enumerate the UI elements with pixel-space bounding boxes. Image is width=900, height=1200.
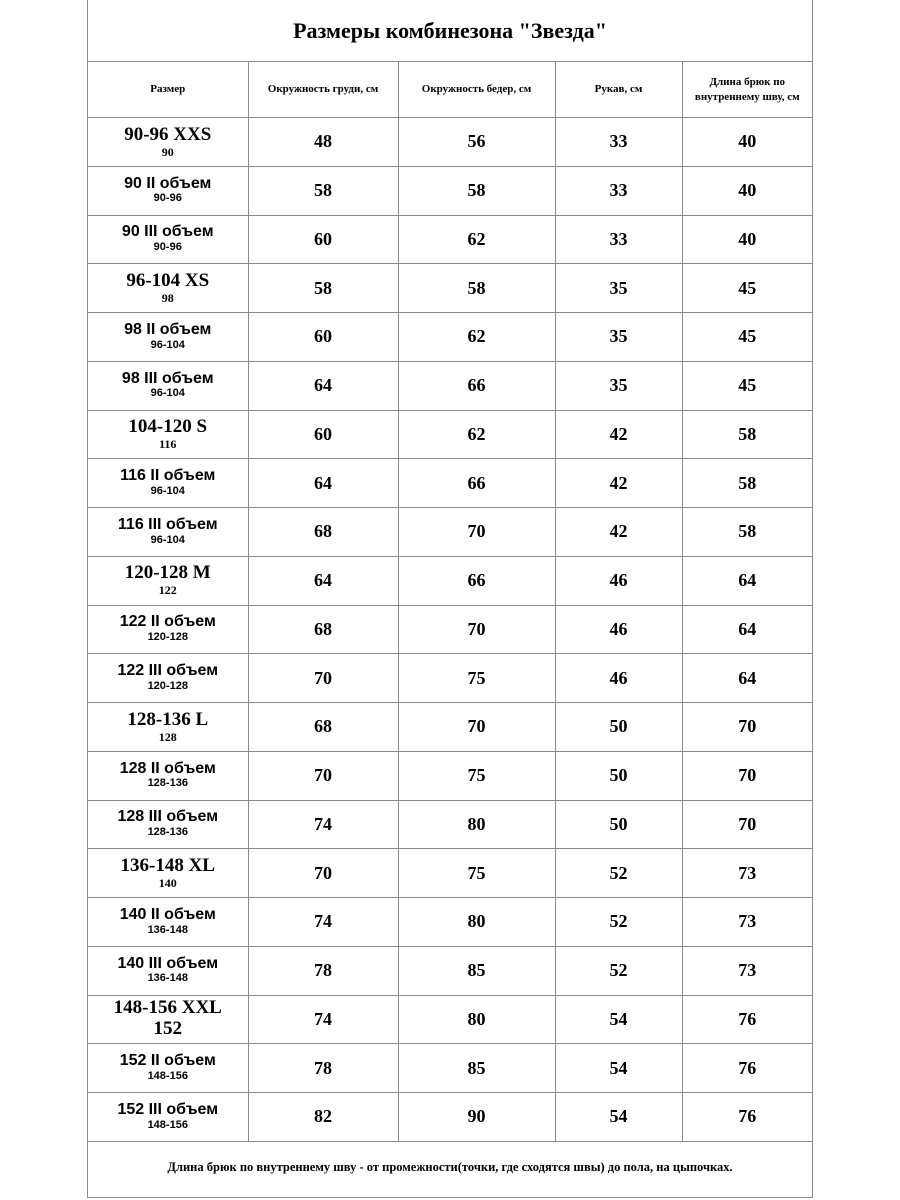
size-cell (88, 995, 248, 1044)
sleeve-value: 54 (555, 1044, 682, 1093)
sleeve-value: 35 (555, 264, 682, 313)
hips-value: 70 (398, 508, 555, 557)
hips-value: 80 (398, 800, 555, 849)
chest-value: 68 (248, 703, 398, 752)
header-size: Размер (88, 62, 248, 118)
sleeve-value: 50 (555, 751, 682, 800)
sleeve-value: 52 (555, 898, 682, 947)
chest-value: 70 (248, 751, 398, 800)
size-label: 140 II объем (119, 905, 216, 923)
chest-value: 64 (248, 361, 398, 410)
hips-value: 62 (398, 215, 555, 264)
size-label: 152 III объем (117, 1100, 219, 1118)
size-height-range: 90 (161, 144, 174, 159)
table-row (88, 361, 812, 410)
size-cell (88, 313, 248, 362)
table-row (88, 703, 812, 752)
sleeve-value: 46 (555, 654, 682, 703)
pants-length-value: 64 (682, 556, 812, 605)
size-height-range: 120-128 (147, 631, 188, 644)
size-chart-frame (87, 0, 813, 1198)
sleeve-value: 35 (555, 361, 682, 410)
size-cell (88, 410, 248, 459)
size-cell (88, 118, 248, 167)
hips-value: 80 (398, 995, 555, 1044)
size-height-range: 152 (153, 1017, 182, 1039)
size-table (88, 62, 812, 1142)
size-height-range: 96-104 (150, 338, 185, 351)
size-height-range: 128 (158, 729, 177, 744)
pants-length-value: 45 (682, 361, 812, 410)
chest-value: 58 (248, 264, 398, 313)
size-height-range: 122 (158, 583, 177, 598)
size-height-range: 90-96 (153, 192, 182, 205)
pants-length-value: 58 (682, 459, 812, 508)
size-label: 98 II объем (124, 320, 212, 338)
size-cell (88, 166, 248, 215)
size-height-range: 98 (161, 290, 174, 305)
chest-value: 74 (248, 995, 398, 1044)
pants-length-value: 40 (682, 118, 812, 167)
size-height-range: 90-96 (153, 241, 182, 254)
size-label: 148-156 XXL (113, 997, 222, 1018)
chest-value: 60 (248, 313, 398, 362)
size-label: 96-104 XS (126, 269, 210, 291)
chest-value: 78 (248, 946, 398, 995)
size-cell (88, 946, 248, 995)
pants-length-value: 45 (682, 313, 812, 362)
table-header-row (88, 62, 812, 118)
size-label: 98 III объем (121, 369, 214, 387)
table-row (88, 264, 812, 313)
size-cell (88, 1093, 248, 1142)
table-body (88, 118, 812, 1142)
pants-length-value: 40 (682, 215, 812, 264)
sleeve-value: 33 (555, 166, 682, 215)
size-height-range: 148-156 (147, 1069, 188, 1082)
size-height-range: 148-156 (147, 1118, 188, 1131)
sleeve-value: 33 (555, 118, 682, 167)
size-cell (88, 508, 248, 557)
size-label: 152 II объем (119, 1052, 216, 1070)
table-row (88, 556, 812, 605)
chest-value: 60 (248, 215, 398, 264)
size-height-range: 136-148 (147, 923, 188, 936)
pants-length-value: 45 (682, 264, 812, 313)
header-chest: Окружность груди, см (248, 62, 398, 118)
sleeve-value: 46 (555, 605, 682, 654)
pants-length-value: 73 (682, 849, 812, 898)
pants-length-value: 40 (682, 166, 812, 215)
sleeve-value: 33 (555, 215, 682, 264)
size-cell (88, 898, 248, 947)
pants-length-value: 70 (682, 800, 812, 849)
size-label: 128-136 L (127, 708, 209, 730)
table-row (88, 410, 812, 459)
size-height-range: 136-148 (147, 972, 188, 985)
hips-value: 56 (398, 118, 555, 167)
sleeve-value: 35 (555, 313, 682, 362)
size-height-range: 128-136 (147, 826, 188, 839)
size-label: 90-96 XXS (124, 123, 212, 145)
size-cell (88, 800, 248, 849)
size-height-range: 120-128 (147, 679, 188, 692)
chest-value: 68 (248, 508, 398, 557)
pants-length-value: 73 (682, 946, 812, 995)
table-row (88, 215, 812, 264)
hips-value: 90 (398, 1093, 555, 1142)
size-cell (88, 1044, 248, 1093)
hips-value: 58 (398, 166, 555, 215)
header-sleeve: Рукав, см (555, 62, 682, 118)
pants-length-value: 64 (682, 654, 812, 703)
sleeve-value: 54 (555, 995, 682, 1044)
hips-value: 62 (398, 410, 555, 459)
sleeve-value: 46 (555, 556, 682, 605)
hips-value: 66 (398, 459, 555, 508)
chest-value: 78 (248, 1044, 398, 1093)
size-label: 116 II объем (120, 467, 216, 485)
chest-value: 64 (248, 459, 398, 508)
size-cell (88, 459, 248, 508)
size-label: 90 II объем (124, 174, 212, 192)
pants-length-value: 73 (682, 898, 812, 947)
pants-length-value: 76 (682, 1093, 812, 1142)
chest-value: 48 (248, 118, 398, 167)
size-cell (88, 751, 248, 800)
hips-value: 80 (398, 898, 555, 947)
table-row (88, 508, 812, 557)
hips-value: 66 (398, 361, 555, 410)
size-label: 136-148 XL (120, 854, 215, 876)
chest-value: 70 (248, 654, 398, 703)
hips-value: 58 (398, 264, 555, 313)
sleeve-value: 42 (555, 508, 682, 557)
sleeve-value: 52 (555, 946, 682, 995)
table-row (88, 946, 812, 995)
hips-value: 85 (398, 1044, 555, 1093)
size-cell (88, 654, 248, 703)
size-height-range: 96-104 (150, 387, 185, 400)
pants-length-value: 58 (682, 508, 812, 557)
table-row (88, 800, 812, 849)
sleeve-value: 54 (555, 1093, 682, 1142)
pants-length-value: 76 (682, 995, 812, 1044)
header-hips: Окружность бедер, см (398, 62, 555, 118)
size-height-range: 96-104 (150, 533, 185, 546)
table-row (88, 1093, 812, 1142)
hips-value: 75 (398, 751, 555, 800)
chest-value: 58 (248, 166, 398, 215)
sleeve-value: 52 (555, 849, 682, 898)
pants-length-value: 70 (682, 751, 812, 800)
table-row (88, 995, 812, 1044)
table-row (88, 118, 812, 167)
hips-value: 70 (398, 605, 555, 654)
pants-length-value: 58 (682, 410, 812, 459)
chest-value: 82 (248, 1093, 398, 1142)
size-label: 104-120 S (128, 416, 208, 438)
page-title: Размеры комбинезона "Звезда" (88, 0, 812, 62)
size-cell (88, 264, 248, 313)
size-label: 90 III объем (121, 223, 214, 241)
size-label: 122 II объем (119, 613, 216, 631)
hips-value: 70 (398, 703, 555, 752)
pants-length-value: 70 (682, 703, 812, 752)
hips-value: 66 (398, 556, 555, 605)
pants-length-value: 76 (682, 1044, 812, 1093)
chest-value: 68 (248, 605, 398, 654)
sleeve-value: 50 (555, 800, 682, 849)
size-label: 120-128 M (124, 562, 211, 584)
hips-value: 85 (398, 946, 555, 995)
size-label: 116 III объем (117, 515, 218, 533)
chest-value: 74 (248, 898, 398, 947)
size-label: 140 III объем (117, 954, 219, 972)
size-cell (88, 215, 248, 264)
size-cell (88, 361, 248, 410)
size-label: 128 II объем (119, 759, 216, 777)
size-height-range: 140 (158, 875, 177, 890)
sleeve-value: 42 (555, 410, 682, 459)
size-height-range: 128-136 (147, 777, 188, 790)
size-cell (88, 703, 248, 752)
size-cell (88, 849, 248, 898)
table-row (88, 849, 812, 898)
chest-value: 60 (248, 410, 398, 459)
size-cell (88, 556, 248, 605)
sleeve-value: 50 (555, 703, 682, 752)
size-height-range: 116 (159, 437, 177, 452)
table-row (88, 751, 812, 800)
table-row (88, 898, 812, 947)
sleeve-value: 42 (555, 459, 682, 508)
chest-value: 64 (248, 556, 398, 605)
size-label: 128 III объем (117, 808, 219, 826)
chest-value: 74 (248, 800, 398, 849)
table-row (88, 605, 812, 654)
table-row (88, 654, 812, 703)
pants-length-value: 64 (682, 605, 812, 654)
size-label: 122 III объем (117, 662, 219, 680)
hips-value: 75 (398, 849, 555, 898)
size-cell (88, 605, 248, 654)
hips-value: 62 (398, 313, 555, 362)
hips-value: 75 (398, 654, 555, 703)
header-pants-length: Длина брюк по внутреннему шву, см (682, 62, 812, 118)
table-row (88, 313, 812, 362)
size-height-range: 96-104 (150, 484, 185, 497)
table-row (88, 1044, 812, 1093)
table-row (88, 459, 812, 508)
chest-value: 70 (248, 849, 398, 898)
footnote: Длина брюк по внутреннему шву - от промежности(точки, где сходятся швы) до пола, на цыпочках. (167, 1160, 733, 1174)
table-row (88, 166, 812, 215)
